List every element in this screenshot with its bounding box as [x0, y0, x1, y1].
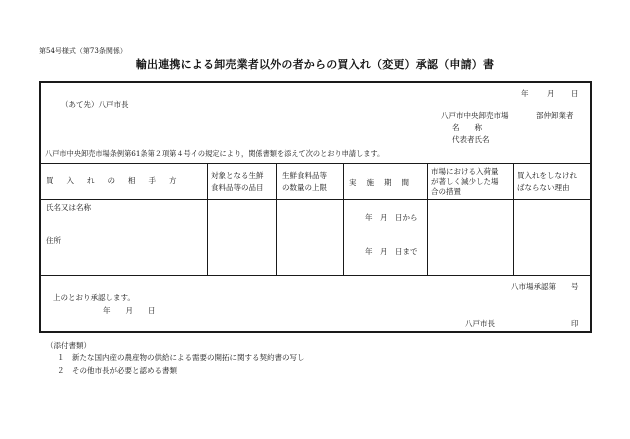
table-body-bottom — [39, 275, 592, 276]
header-measure-1: 市場における入荷量 — [431, 167, 499, 176]
header-reason-2: ばならない理由 — [517, 183, 570, 192]
statement: 八戸市中央卸売市場条例第61条第２項第４号イの規定により，関係書類を添えて次のとおり申請します。 — [45, 149, 385, 158]
header-reason-1: 買入れをしなけれ — [517, 171, 577, 180]
header-partner: 買入れの相手方 — [46, 176, 190, 185]
applicant-role: 部仲卸業者 — [536, 111, 574, 120]
addressee: （あて先）八戸市長 — [61, 100, 129, 109]
applicant-market: 八戸市中央卸売市場 — [441, 111, 509, 120]
header-period: 実施期間 — [349, 178, 419, 187]
period-to: 年 月 日まで — [365, 247, 418, 256]
col-divider — [207, 163, 208, 275]
date-year: 年 — [521, 89, 529, 98]
header-quantity-1: 生鮮食料品等 — [282, 171, 327, 180]
approval-date: 年 月 日 — [103, 306, 156, 315]
approval-number: 八市場承認第 号 — [511, 282, 579, 291]
page-title: 輸出連携による卸売業者以外の者からの買入れ（変更）承認（申請）書 — [135, 58, 495, 71]
header-measure-2: が著しく減少した場 — [431, 177, 499, 186]
partner-address-label: 住所 — [46, 236, 61, 245]
frame-left — [39, 81, 41, 333]
attachment-item: ２ その他市長が必要と認める書類 — [57, 366, 177, 375]
attachments-heading: （添付書類） — [46, 341, 91, 350]
frame-top — [39, 81, 592, 83]
header-measure-3: 合の措置 — [431, 187, 461, 196]
date-month: 月 — [547, 89, 555, 98]
col-divider — [513, 163, 514, 275]
col-divider — [343, 163, 344, 275]
col-divider — [427, 163, 428, 275]
approval-seal: 印 — [571, 319, 579, 328]
frame-right — [590, 81, 592, 333]
attachment-item: １ 新たな国内産の農産物の供給による需要の開拓に関する契約書の写し — [57, 353, 305, 362]
date-day: 日 — [571, 89, 579, 98]
form-number: 第54号様式（第73条関係） — [39, 47, 127, 55]
frame-bottom — [39, 331, 592, 333]
table-header-top — [39, 163, 592, 164]
header-target-goods-1: 対象となる生鮮 — [211, 171, 264, 180]
approval-mayor: 八戸市長 — [465, 319, 495, 328]
approval-text: 上のとおり承認します。 — [53, 293, 135, 302]
period-from: 年 月 日から — [365, 213, 418, 222]
col-divider — [276, 163, 277, 275]
partner-name-label: 氏名又は名称 — [46, 203, 91, 212]
header-quantity-2: の数量の上限 — [282, 183, 327, 192]
header-target-goods-2: 食料品等の品目 — [211, 183, 264, 192]
applicant-name-label: 名 称 — [452, 123, 482, 132]
applicant-rep-label: 代表者氏名 — [452, 135, 490, 144]
table-header-bottom — [39, 199, 592, 200]
